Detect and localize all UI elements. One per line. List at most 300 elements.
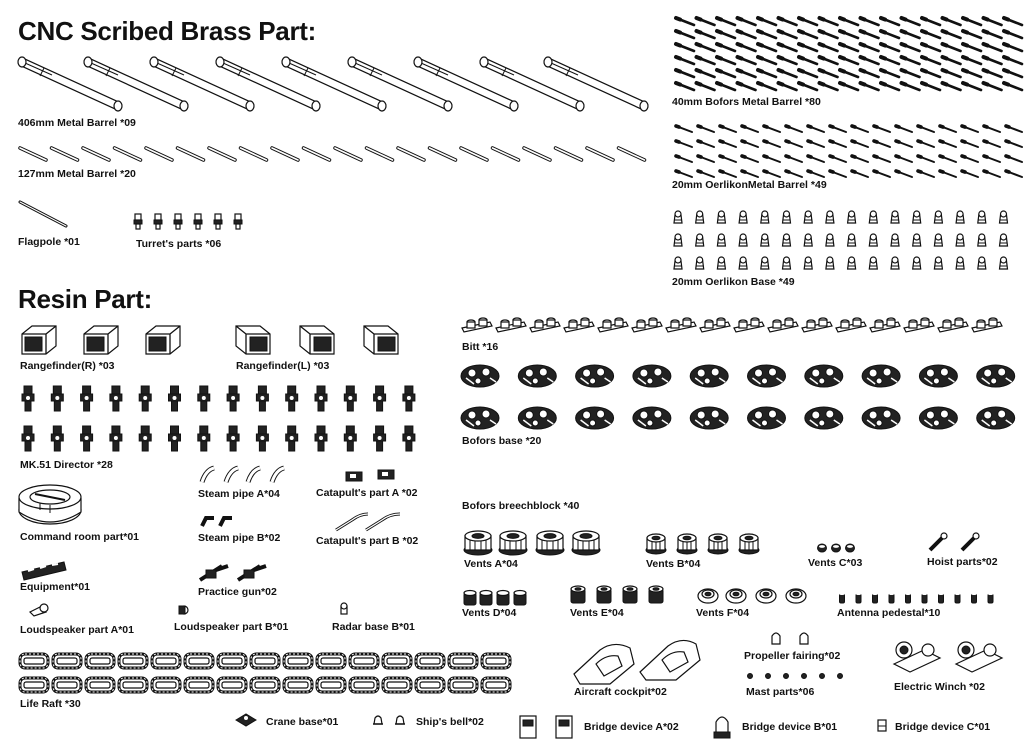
barrel-20mm-oerlikon [940, 126, 956, 132]
bofors-base [518, 407, 556, 429]
base-20mm-oerlikon [804, 257, 812, 269]
barrel-20mm-oerlikon [786, 171, 802, 177]
barrel-20mm-oerlikon [720, 156, 736, 162]
base-20mm-oerlikon [934, 211, 942, 223]
barrel-40mm-bofors [779, 83, 797, 90]
base-20mm-oerlikon [956, 234, 964, 246]
barrel-40mm-bofors [881, 83, 899, 90]
label-loudspeaker-b: Loudspeaker part B*01 [174, 621, 289, 633]
label-electric-winch: Electric Winch *02 [894, 681, 985, 693]
barrel-40mm-bofors [943, 83, 961, 90]
barrel-20mm-oerlikon [918, 141, 934, 147]
bitt [972, 318, 1002, 332]
barrel-40mm-bofors [799, 57, 817, 64]
barrel-20mm-oerlikon [940, 141, 956, 147]
label-bridge-device-a: Bridge device A*02 [584, 721, 679, 733]
barrel-20mm-oerlikon [698, 141, 714, 147]
mk51-director [286, 426, 298, 451]
barrels-127mm [20, 148, 645, 160]
barrel-127mm [241, 148, 267, 160]
barrel-40mm-bofors [779, 44, 797, 51]
mk51-director [22, 426, 34, 451]
mk51-director [286, 386, 298, 411]
barrel-40mm-bofors [943, 44, 961, 51]
barrel-20mm-oerlikon [896, 126, 912, 132]
barrel-40mm-bofors [881, 18, 899, 25]
barrel-20mm-oerlikon [984, 156, 1000, 162]
mk51-director [198, 386, 210, 411]
base-20mm-oerlikon [739, 211, 747, 223]
label-oerlikon-base: 20mm Oerlikon Base *49 [672, 276, 795, 288]
mk51-director [198, 426, 210, 451]
barrel-20mm-oerlikon [830, 156, 846, 162]
antenna-pedestal [889, 593, 894, 603]
base-20mm-oerlikon [783, 234, 791, 246]
life-raft [317, 678, 345, 692]
base-20mm-oerlikon [869, 234, 877, 246]
mk51-director [344, 426, 356, 451]
bitt [734, 318, 764, 332]
mk51-director [51, 386, 63, 411]
barrel-127mm [83, 148, 109, 160]
barrel-40mm-bofors [881, 31, 899, 38]
life-raft [449, 678, 477, 692]
barrel-40mm-bofors [717, 44, 735, 51]
barrel-20mm-oerlikon [984, 126, 1000, 132]
barrel-40mm-bofors [676, 18, 694, 25]
mk51-director [227, 426, 239, 451]
barrel-20mm-oerlikon [918, 156, 934, 162]
barrel-40mm-bofors [758, 57, 776, 64]
barrel-20mm-oerlikon [676, 171, 692, 177]
label-vents-d: Vents D*04 [462, 607, 517, 619]
barrel-40mm-bofors [963, 70, 981, 77]
barrel-40mm-bofors [902, 83, 920, 90]
barrel-40mm-bofors [943, 70, 961, 77]
antenna-pedestal [873, 593, 878, 603]
barrel-40mm-bofors [758, 31, 776, 38]
barrel-20mm-oerlikon [742, 126, 758, 132]
life-raft [119, 654, 147, 668]
barrel-40mm-bofors [738, 83, 756, 90]
bitt [496, 318, 526, 332]
mk51-director [256, 386, 268, 411]
barrel-40mm-bofors [922, 18, 940, 25]
catapult-parts-b [336, 514, 400, 530]
label-propeller-fairing: Propeller fairing*02 [744, 650, 841, 662]
barrel-40mm-bofors [984, 57, 1002, 64]
barrel-20mm-oerlikon [852, 156, 868, 162]
label-flagpole: Flagpole *01 [18, 236, 80, 248]
barrel-40mm-bofors [820, 18, 838, 25]
barrel-40mm-bofors [984, 31, 1002, 38]
barrel-40mm-bofors [820, 70, 838, 77]
turret-parts [134, 214, 242, 229]
label-bofors-base: Bofors base *20 [462, 435, 542, 447]
bofors-base [748, 365, 786, 387]
base-20mm-oerlikon [674, 257, 682, 269]
bofors-base [919, 407, 957, 429]
barrel-127mm [461, 148, 487, 160]
barrel-40mm-bofors [881, 57, 899, 64]
base-20mm-oerlikon [826, 257, 834, 269]
barrel-20mm-oerlikon [874, 126, 890, 132]
bridge-device-c [878, 720, 886, 731]
barrel-20mm-oerlikon [830, 126, 846, 132]
mk51-director [51, 426, 63, 451]
bridge-device-a [520, 716, 572, 738]
life-raft [416, 678, 444, 692]
barrel-20mm-oerlikon [1006, 141, 1022, 147]
barrel-20mm-oerlikon [984, 171, 1000, 177]
barrel-20mm-oerlikon [676, 141, 692, 147]
barrel-20mm-oerlikon [940, 171, 956, 177]
mk51-director [344, 386, 356, 411]
life-raft [20, 678, 48, 692]
barrel-127mm [367, 148, 393, 160]
base-20mm-oerlikon [717, 234, 725, 246]
life-raft [449, 654, 477, 668]
label-equipment: Equipment*01 [20, 581, 91, 593]
barrel-20mm-oerlikon [742, 141, 758, 147]
life-raft [317, 654, 345, 668]
label-practice-gun: Practice gun*02 [198, 586, 277, 598]
bofors-base [518, 365, 556, 387]
barrel-40mm-bofors [840, 18, 858, 25]
antenna-pedestal [988, 593, 993, 603]
barrel-20mm-oerlikon [852, 126, 868, 132]
barrel-40mm-bofors [697, 70, 715, 77]
antenna-pedestal [856, 593, 861, 603]
life-raft [185, 678, 213, 692]
barrel-20mm-oerlikon [742, 171, 758, 177]
barrel-127mm [524, 148, 550, 160]
base-20mm-oerlikon [674, 211, 682, 223]
base-20mm-oerlikon [826, 234, 834, 246]
bofors-base [461, 365, 499, 387]
life-raft [119, 678, 147, 692]
barrel-20mm-oerlikon [962, 141, 978, 147]
barrel-127mm [430, 148, 456, 160]
barrel-40mm-bofors [1004, 18, 1022, 25]
barrel-40mm-bofors [943, 18, 961, 25]
barrel-40mm-bofors [1004, 57, 1022, 64]
base-20mm-oerlikon [674, 234, 682, 246]
barrel-40mm-bofors [963, 31, 981, 38]
barrel-20mm-oerlikon [874, 171, 890, 177]
barrel-40mm-bofors [799, 70, 817, 77]
label-radar-base-b: Radar base B*01 [332, 621, 415, 633]
barrel-20mm-oerlikon [764, 141, 780, 147]
barrel-20mm-oerlikon [764, 156, 780, 162]
label-bitt: Bitt *16 [462, 341, 499, 353]
barrel-20mm-oerlikon [808, 156, 824, 162]
mk51-director [256, 426, 268, 451]
life-raft [86, 678, 114, 692]
barrel-20mm-oerlikon [808, 126, 824, 132]
life-raft [383, 654, 411, 668]
aircraft-cockpits [574, 640, 700, 684]
mk51-director [110, 386, 122, 411]
barrel-127mm [587, 148, 613, 160]
barrel-20mm-oerlikon [896, 171, 912, 177]
barrel-40mm-bofors [902, 18, 920, 25]
label-catapult-b: Catapult's part B *02 [316, 535, 419, 547]
base-20mm-oerlikon [1000, 234, 1008, 246]
base-20mm-oerlikon [913, 234, 921, 246]
bitt [700, 318, 730, 332]
bofors-base [748, 407, 786, 429]
barrel-40mm-bofors [738, 18, 756, 25]
mk51-director [315, 426, 327, 451]
base-20mm-oerlikon [956, 211, 964, 223]
barrel-20mm-oerlikon [940, 156, 956, 162]
barrel-40mm-bofors [697, 57, 715, 64]
bitt [904, 318, 934, 332]
label-vents-a: Vents A*04 [464, 558, 518, 570]
life-raft [482, 678, 510, 692]
base-20mm-oerlikon [1000, 257, 1008, 269]
life-raft [284, 678, 312, 692]
barrel-40mm-bofors [881, 44, 899, 51]
barrel-40mm-bofors [1004, 83, 1022, 90]
electric-winches [894, 642, 1002, 672]
barrel-40mm-bofors [799, 44, 817, 51]
barrel-20mm-oerlikon [896, 156, 912, 162]
barrel-40mm-bofors [697, 18, 715, 25]
bofors-base [461, 407, 499, 429]
bofors-base [690, 365, 728, 387]
brass-section-title: CNC Scribed Brass Part: [18, 16, 316, 46]
hoist-parts [930, 533, 979, 550]
barrel-40mm-bofors [697, 83, 715, 90]
barrel-40mm-bofors [758, 44, 776, 51]
label-vents-e: Vents E*04 [570, 607, 624, 619]
bofors-base [862, 365, 900, 387]
barrel-40mm-bofors [1004, 44, 1022, 51]
barrel-127mm [52, 148, 78, 160]
crane-base [236, 714, 256, 726]
antenna-pedestal [906, 593, 911, 603]
barrel-20mm-oerlikon [786, 141, 802, 147]
ships-bells [373, 716, 405, 724]
antenna-pedestal [955, 593, 960, 603]
barrel-40mm-bofors [717, 31, 735, 38]
label-rangefinder-l: Rangefinder(L) *03 [236, 360, 330, 372]
vents-b [646, 534, 759, 554]
barrel-40mm-bofors [717, 57, 735, 64]
barrel-20mm-oerlikon [786, 126, 802, 132]
barrel-20mm-oerlikon [874, 141, 890, 147]
barrel-40mm-bofors [881, 70, 899, 77]
barrel-40mm-bofors [840, 31, 858, 38]
barrel-40mm-bofors [758, 83, 776, 90]
barrel-40mm-bofors [840, 70, 858, 77]
mk51-director [169, 426, 181, 451]
barrel-40mm-bofors [799, 18, 817, 25]
barrel-40mm-bofors [943, 57, 961, 64]
barrel-40mm-bofors [676, 44, 694, 51]
barrels-406mm [18, 57, 648, 111]
barrel-20mm-oerlikon [962, 171, 978, 177]
bitt [836, 318, 866, 332]
base-20mm-oerlikon [696, 234, 704, 246]
bridge-device-b [714, 717, 730, 738]
label-vents-b: Vents B*04 [646, 558, 701, 570]
barrel-40mm-bofors [779, 31, 797, 38]
base-20mm-oerlikon [891, 257, 899, 269]
barrel-20mm-oerlikon [852, 171, 868, 177]
bitt [938, 318, 968, 332]
barrel-40mm-bofors [943, 31, 961, 38]
label-bridge-device-c: Bridge device C*01 [895, 721, 991, 733]
bofors-base [576, 407, 614, 429]
label-127mm-barrel: 127mm Metal Barrel *20 [18, 168, 136, 180]
mk51-director [403, 386, 415, 411]
barrel-40mm-bofors [738, 44, 756, 51]
label-bofors-barrel: 40mm Bofors Metal Barrel *80 [672, 96, 821, 108]
label-turret-parts: Turret's parts *06 [136, 238, 222, 250]
barrel-20mm-oerlikon [830, 171, 846, 177]
vents-e [571, 586, 663, 603]
barrel-40mm-bofors [861, 44, 879, 51]
barrel-20mm-oerlikon [918, 171, 934, 177]
bofors-base [690, 407, 728, 429]
barrel-40mm-bofors [861, 83, 879, 90]
mk51-director [169, 386, 181, 411]
bofors-base [576, 365, 614, 387]
barrel-127mm [493, 148, 519, 160]
mk51-director [22, 386, 34, 411]
barrel-20mm-oerlikon [698, 156, 714, 162]
barrel-40mm-bofors [840, 57, 858, 64]
life-raft [416, 654, 444, 668]
barrel-40mm-bofors [861, 31, 879, 38]
base-20mm-oerlikon [978, 234, 986, 246]
bofors-base [862, 407, 900, 429]
label-bridge-device-b: Bridge device B*01 [742, 721, 838, 733]
barrel-40mm-bofors [922, 83, 940, 90]
base-20mm-oerlikon [934, 234, 942, 246]
barrel-40mm-bofors [738, 31, 756, 38]
barrel-40mm-bofors [1004, 31, 1022, 38]
barrel-40mm-bofors [717, 70, 735, 77]
mk51-director [315, 386, 327, 411]
bofors-base [805, 407, 843, 429]
barrel-40mm-bofors [922, 44, 940, 51]
bases-20mm-oerlikon [674, 211, 1008, 269]
life-raft [20, 654, 48, 668]
barrel-127mm [178, 148, 204, 160]
barrel-40mm-bofors [758, 70, 776, 77]
life-raft [53, 654, 81, 668]
bofors-base [633, 407, 671, 429]
label-ships-bell: Ship's bell*02 [416, 716, 484, 728]
barrel-40mm-bofors [902, 57, 920, 64]
mast-parts [748, 674, 843, 679]
barrel-40mm-bofors [820, 57, 838, 64]
mk51-director [403, 426, 415, 451]
barrel-20mm-oerlikon [808, 171, 824, 177]
bitt [530, 318, 560, 332]
bofors-base [977, 365, 1015, 387]
barrel-40mm-bofors [984, 44, 1002, 51]
label-catapult-a: Catapult's part A *02 [316, 487, 418, 499]
antenna-pedestal [939, 593, 944, 603]
barrel-20mm-oerlikon [1006, 171, 1022, 177]
barrel-40mm-bofors [820, 83, 838, 90]
label-steam-pipe-a: Steam pipe A*04 [198, 488, 280, 500]
mk51-director [227, 386, 239, 411]
barrel-20mm-oerlikon [896, 141, 912, 147]
life-raft [350, 678, 378, 692]
barrel-40mm-bofors [779, 57, 797, 64]
barrel-127mm [398, 148, 424, 160]
propeller-fairings [772, 633, 808, 644]
base-20mm-oerlikon [891, 211, 899, 223]
barrel-20mm-oerlikon [852, 141, 868, 147]
bitt [802, 318, 832, 332]
barrel-20mm-oerlikon [1006, 156, 1022, 162]
barrel-40mm-bofors [799, 31, 817, 38]
base-20mm-oerlikon [826, 211, 834, 223]
label-loudspeaker-a: Loudspeaker part A*01 [20, 624, 134, 636]
base-20mm-oerlikon [848, 234, 856, 246]
barrel-40mm-bofors [758, 18, 776, 25]
barrel-40mm-bofors [676, 31, 694, 38]
equipment-part [22, 562, 66, 580]
vents-f [698, 589, 806, 603]
barrel-40mm-bofors [697, 31, 715, 38]
barrel-20mm-oerlikon [984, 141, 1000, 147]
barrel-20mm-oerlikon [676, 126, 692, 132]
label-steam-pipe-b: Steam pipe B*02 [198, 532, 281, 544]
mk51-director [139, 426, 151, 451]
barrel-40mm-bofors [840, 44, 858, 51]
barrel-40mm-bofors [1004, 70, 1022, 77]
barrel-40mm-bofors [717, 18, 735, 25]
barrel-40mm-bofors [676, 70, 694, 77]
base-20mm-oerlikon [869, 257, 877, 269]
antenna-pedestals [840, 593, 994, 603]
base-20mm-oerlikon [848, 211, 856, 223]
mk51-director [110, 426, 122, 451]
barrel-40mm-bofors [676, 57, 694, 64]
barrel-20mm-oerlikon [764, 171, 780, 177]
base-20mm-oerlikon [696, 211, 704, 223]
barrel-127mm [335, 148, 361, 160]
barrel-40mm-bofors [861, 70, 879, 77]
barrel-20mm-oerlikon [720, 171, 736, 177]
barrel-40mm-bofors [984, 18, 1002, 25]
barrel-127mm [115, 148, 141, 160]
life-raft [185, 654, 213, 668]
base-20mm-oerlikon [978, 257, 986, 269]
barrel-40mm-bofors [779, 70, 797, 77]
steam-pipes-b [202, 518, 232, 526]
barrel-40mm-bofors [922, 70, 940, 77]
life-raft [482, 654, 510, 668]
practice-guns [200, 566, 266, 580]
barrel-40mm-bofors [902, 44, 920, 51]
base-20mm-oerlikon [696, 257, 704, 269]
barrel-40mm-bofors [861, 57, 879, 64]
catapult-parts-a [346, 470, 394, 481]
bitt [598, 318, 628, 332]
life-raft [383, 678, 411, 692]
label-command-room: Command room part*01 [20, 531, 140, 543]
mk51-director [374, 426, 386, 451]
